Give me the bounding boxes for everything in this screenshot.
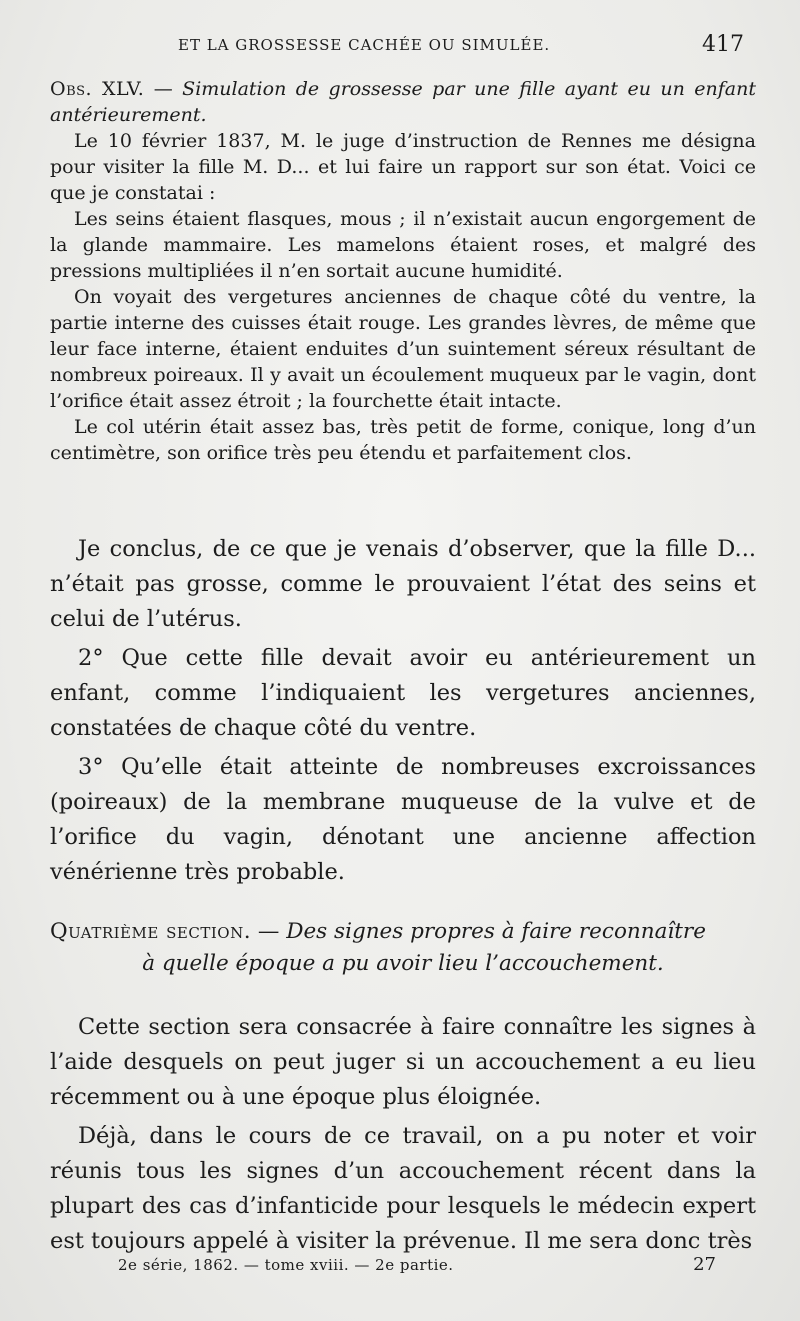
conclusion-paragraph: 2° Que cette fille devait avoir eu antérieurement un enfant, comme l’indiquaient les vergetures anciennes, constatées de chaque côté du ventre. <box>50 645 756 741</box>
body-paragraph: Déjà, dans le cours de ce travail, on a pu noter et voir réunis tous les signes d’un accouchement récent dans la plupart des cas d’infanticide pour lesquels le médecin expert est toujours appelé à visiter la prévenue. Il me sera donc très <box>50 1123 756 1254</box>
observation-paragraph: Le col utérin était assez bas, très petit de forme, conique, long d’un centimètre, son orifice très peu étendu et parfaitement clos. <box>50 416 756 464</box>
observation-dash: — <box>144 78 183 100</box>
observation-paragraph: Les seins étaient flasques, mous ; il n’existait aucun engorgement de la glande mammaire. Les mamelons étaient roses, et malgré des pressions multipliées il n’en sortait aucune humidité. <box>50 208 756 282</box>
section-body <box>50 1010 756 1263</box>
observation-paragraph: On voyait des vergetures anciennes de chaque côté du ventre, la partie interne des cuisses était rouge. Les grandes lèvres, de même que leur face interne, étaient enduites d’un suintement séreux résultant de nombreux poireaux. Il y avait un écoulement muqueux par le vagin, dont l’orifice était assez étroit ; la fourchette était intacte. <box>50 286 756 412</box>
running-title: ET LA GROSSESSE CACHÉE OU SIMULÉE. <box>178 36 551 54</box>
sheet-number: 27 <box>693 1254 716 1275</box>
section-title-part1: Des signes propres à faire reconnaître <box>286 919 706 944</box>
printer-signature: 2e série, 1862. — tome xviii. — 2e partie. <box>118 1256 454 1274</box>
body-paragraph: Cette section sera consacrée à faire connaître les signes à l’aide desquels on peut juger si un accouchement a eu lieu récemment ou à une époque plus éloignée. <box>50 1014 756 1110</box>
observation-label: Obs. XLV. <box>50 78 145 100</box>
running-head <box>50 32 744 60</box>
section-label: Quatrième section. <box>50 919 252 944</box>
observation-block <box>50 76 756 466</box>
section-heading <box>50 916 756 980</box>
conclusions-block <box>50 532 756 894</box>
observation-paragraph: Le 10 février 1837, M. le juge d’instruction de Rennes me désigna pour visiter la fille M. D... et lui faire un rapport sur son état. Voici ce que je constatai : <box>50 130 756 204</box>
conclusion-paragraph: Je conclus, de ce que je venais d’observer, que la fille D... n’était pas grosse, comme le prouvaient l’état des seins et celui de l’utérus. <box>50 536 756 632</box>
conclusion-paragraph: 3° Qu’elle était atteinte de nombreuses excroissances (poireaux) de la membrane muqueuse de la vulve et de l’orifice du vagin, dénotant une ancienne affection vénérienne très probable. <box>50 754 756 885</box>
section-title-part2: à quelle époque a pu avoir lieu l’accouchement. <box>142 951 664 976</box>
observation-title: Simulation de grossesse par une fille ayant eu un enfant antérieurement. <box>50 78 756 126</box>
section-heading-line1 <box>50 916 756 948</box>
observation-heading <box>50 76 756 128</box>
section-dash: — <box>251 919 287 944</box>
page-number: 417 <box>702 32 744 57</box>
